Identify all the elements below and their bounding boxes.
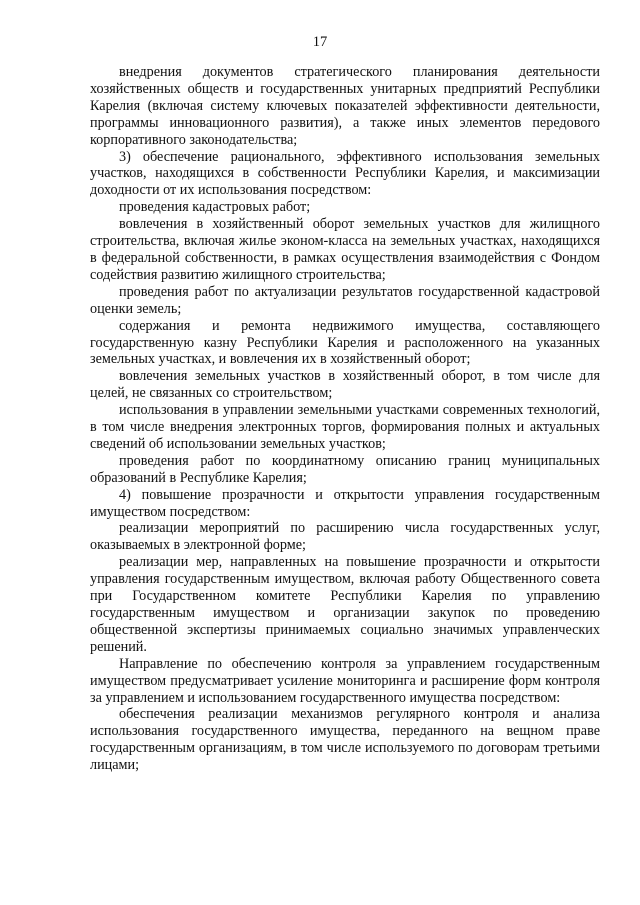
paragraph-13: Направление по обеспечению контроля за управлением государственным имуществом предусматривает усиление мониторинга и расширение форм контроля за управлением и использованием государственного имущества посредством: bbox=[90, 655, 600, 706]
paragraph-1: внедрения документов стратегического планирования деятельности хозяйственных обществ и государственных унитарных предприятий Республики Карелия (включая систему ключевых показателей эффективности деятельности, программы инновационного развития), а также иных элементов передового корпоративного законодательства; bbox=[90, 64, 600, 148]
paragraph-5: проведения работ по актуализации результатов государственной кадастровой оценки земель; bbox=[90, 283, 600, 317]
body-text bbox=[90, 64, 600, 774]
paragraph-14: обеспечения реализации механизмов регулярного контроля и анализа использования государственного имущества, переданного на вещном праве государственным организациям, в том числе используемого по договорам третьими лицами; bbox=[90, 706, 600, 774]
paragraph-7: вовлечения земельных участков в хозяйственный оборот, в том числе для целей, не связанных со строительством; bbox=[90, 368, 600, 402]
page-number: 17 bbox=[312, 34, 328, 50]
paragraph-10: 4) повышение прозрачности и открытости управления государственным имуществом посредством: bbox=[90, 486, 600, 520]
paragraph-6: содержания и ремонта недвижимого имущества, составляющего государственную казну Республики Карелия и расположенного на указанных земельных участках, и вовлечения их в хозяйственный оборот; bbox=[90, 317, 600, 368]
paragraph-8: использования в управлении земельными участками современных технологий, в том числе внедрения электронных торгов, формирования полных и актуальных сведений об использовании земельных участков; bbox=[90, 402, 600, 452]
paragraph-12: реализации мер, направленных на повышение прозрачности и открытости управления государственным имуществом, включая работу Общественного совета при Государственном комитете Республики Карелия по управлению государственным имуществом и организации закупок по проведению общественной экспертизы принимаемых социально значимых управленческих решений. bbox=[90, 554, 600, 655]
paragraph-11: реализации мероприятий по расширению числа государственных услуг, оказываемых в электронной форме; bbox=[90, 520, 600, 554]
paragraph-9: проведения работ по координатному описанию границ муниципальных образований в Республике Карелия; bbox=[90, 452, 600, 486]
paragraph-2: 3) обеспечение рационального, эффективного использования земельных участков, находящихся в собственности Республики Карелия, и максимизации доходности от их использования посредством: bbox=[90, 148, 600, 199]
paragraph-4: вовлечения в хозяйственный оборот земельных участков для жилищного строительства, включая жилье эконом-класса на земельных участках, находящихся в федеральной собственности, в рамках осуществления взаимодействия с Фондом содействия развитию жилищного строительства; bbox=[90, 216, 600, 283]
paragraph-3: проведения кадастровых работ; bbox=[119, 199, 311, 216]
